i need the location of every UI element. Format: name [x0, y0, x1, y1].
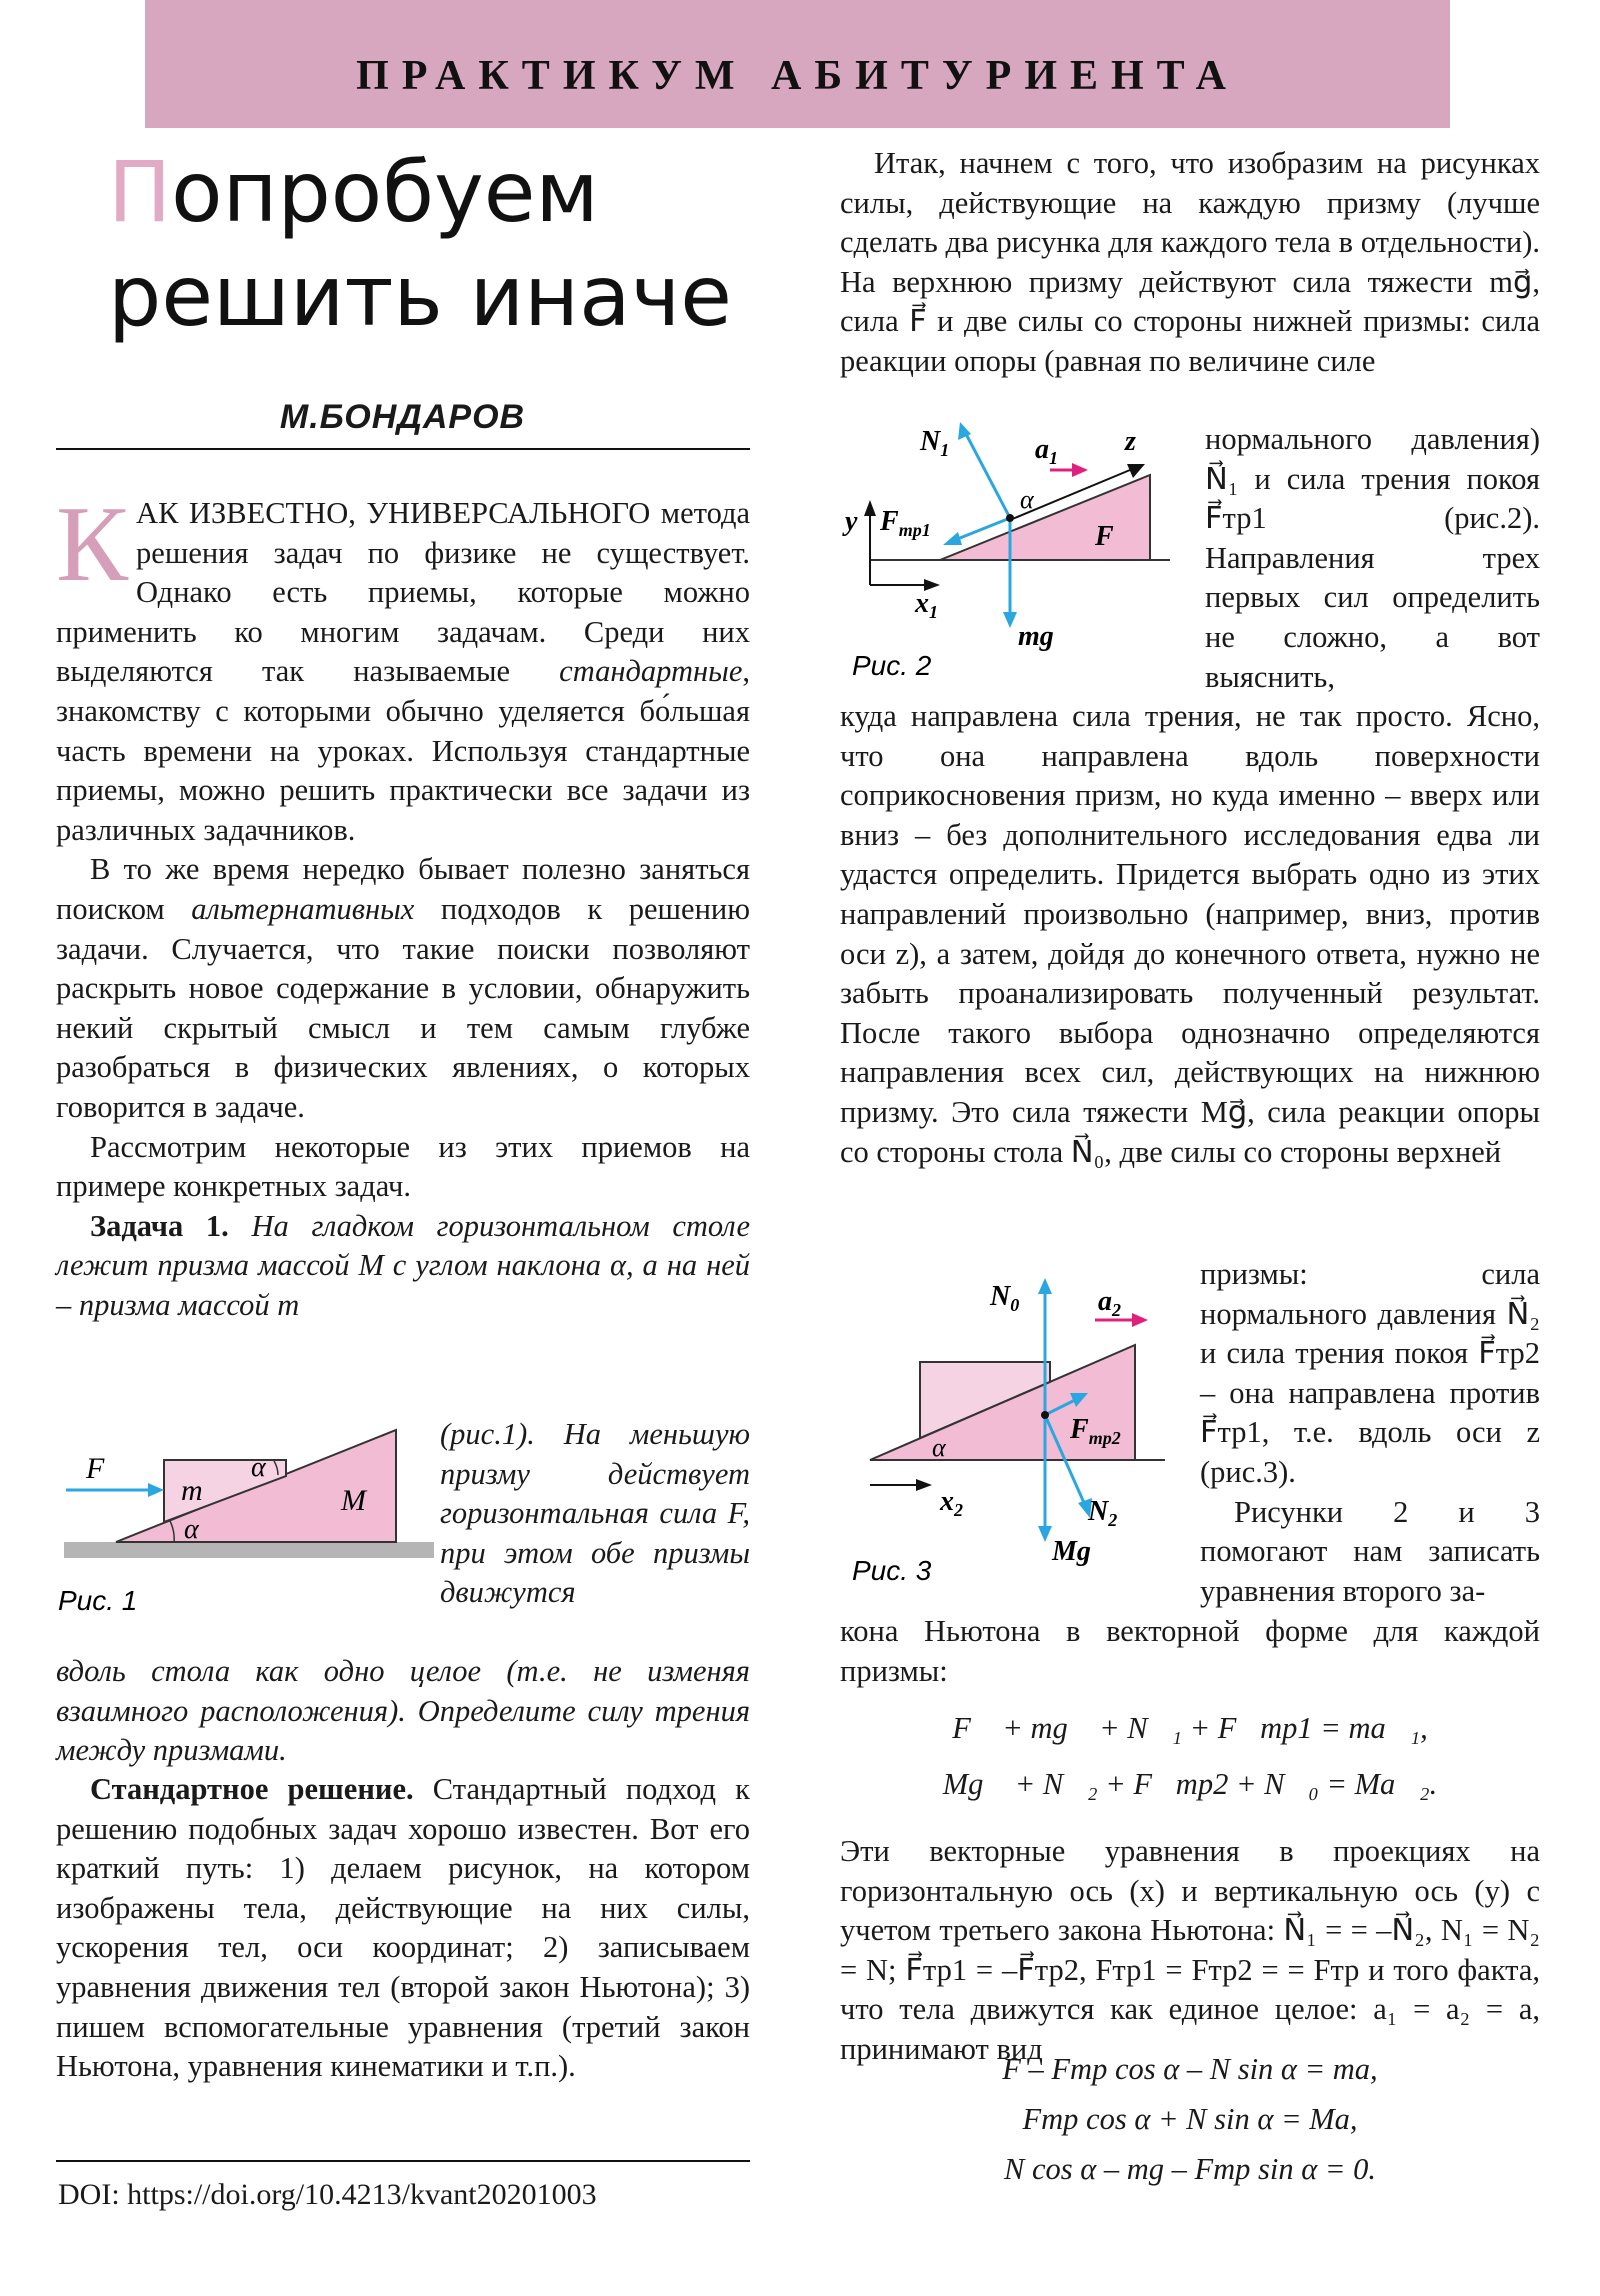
projection-equations — [840, 2044, 1540, 2194]
article-title — [108, 140, 748, 348]
vector-equations — [840, 1700, 1540, 1812]
label-Ftr2: $F_{тр2}$ — [1070, 1414, 1121, 1448]
label-Ftr1: $F_{тр1}$ — [880, 506, 931, 540]
equation-2: Mg⃗ + N⃗₂ + F⃗тр2 + N⃗₀ = Ma⃗₂. — [942, 1767, 1438, 1801]
right-paragraph-1: Итак, начнем с того, что изобразим на рисунках силы, действующие на каждую призму (лучше сделать два рисунка для каждого тела в отдельности). На верхнюю призму действуют сила тяжести mg⃗, сила F⃗ и две силы со стороны нижней призмы: сила реакции опоры (равная по величине силе — [840, 146, 1540, 378]
figure-3 — [840, 1270, 1190, 1590]
right-paragraph-4: кона Ньютона в векторной форме для каждой призмы: — [840, 1614, 1540, 1688]
figure-3-caption: Рис. 3 — [852, 1555, 932, 1586]
figure-2 — [840, 420, 1200, 680]
N1-arrow — [965, 432, 1010, 518]
label-y: y — [845, 506, 858, 537]
upper-prism — [940, 475, 1150, 560]
equation-1: F⃗ + mg⃗ + N⃗₁ + F⃗тр1 = ma⃗₁, — [952, 1711, 1428, 1745]
author-rule — [56, 448, 750, 450]
equation-5: N cos α – mg – Fтр sin α = 0. — [1003, 2152, 1376, 2186]
label-mg: mg — [1018, 621, 1054, 652]
label-alpha: α — [932, 1433, 946, 1462]
figure-2-caption: Рис. 2 — [852, 650, 932, 680]
author: М.БОНДАРОВ — [279, 398, 526, 436]
left-column — [56, 485, 751, 1325]
drop-cap: К — [56, 485, 129, 604]
label-a1: $a_1$ — [1035, 434, 1058, 468]
right-paragraph-5: Эти векторные уравнения в проекциях на горизонтальную ось (x) и вертикальную ось (y) с учетом третьего закона Ньютона: N⃗₁ = = –N⃗₂, N₁ = N₂ = N; F⃗тр1 = –F⃗тр2, Fтр1 = Fтр2 = = Fтр и того факта, что тела движутся как единое целое: a₁ = a₂ = a, принимают вид — [840, 1834, 1540, 2066]
section-title: ПРАКТИКУМ АБИТУРИЕНТА — [356, 53, 1239, 99]
figure-1 — [56, 1420, 436, 1620]
doi-link[interactable]: DOI: https://doi.org/10.4213/kvant20201003 — [58, 2178, 597, 2211]
equation-4: Fтр cos α + N sin α = Ma, — [1022, 2102, 1358, 2136]
standard-solution: Стандартное решение. Стандартный подход к решению подобных задач хорошо известен. Вот его краткий путь: 1) делаем рисунок, на котором изображены тела, действующие на них силы, ускорения тел, оси координат; 2) записываем уравнения движения тел (второй закон Ньютона); 3) пишем вспомогательные уравнения (третий закон Ньютона, уравнения кинематики и т.п.). — [56, 1772, 750, 2084]
figure-1-caption: Рис. 1 — [58, 1585, 138, 1616]
label-N2: $N_2$ — [1088, 1496, 1118, 1530]
label-a2: $a_2$ — [1098, 1286, 1121, 1320]
right-paragraph-2: куда направлена сила трения, не так просто. Ясно, что она направлена вдоль поверхности соприкосновения призм, но куда именно – вверх или вниз – без дополнительного исследования едва ли удастся определить. Придется выбрать одно из этих направлений произвольно (например, вниз, против оси z), а затем, дойдя до конечного ответа, нужно не забыть проанализировать полученный результат. После такого выбора однозначно определяются направления всех сил, действующих на нижнюю призму. Это сила тяжести Mg⃗, сила реакции опоры со стороны стола N⃗₀, две силы со стороны верхней — [840, 699, 1540, 1169]
task-1-statement: Задача 1. На гладком горизонтальном столе лежит призма массой M с углом наклона α, а на ней – призма массой m — [56, 1208, 750, 1322]
title-initial: П — [108, 143, 172, 241]
title-line-2: решить иначе — [108, 247, 732, 345]
label-N0: $N_0$ — [990, 1281, 1020, 1315]
label-x1: $x_1$ — [915, 588, 938, 622]
label-alpha: α — [1020, 485, 1034, 514]
section-header — [145, 0, 1450, 128]
task-1-continued: вдоль стола как одно целое (т.е. не изменяя взаимного расположения). Определите силу трения между призмами. — [56, 1654, 750, 1768]
label-M: M — [341, 1484, 366, 1517]
label-N1: $N_1$ — [920, 426, 950, 460]
table-surface — [64, 1542, 434, 1558]
equation-3: F – Fтр cos α – N sin α = ma, — [1002, 2052, 1378, 2086]
right-side-text-fig2: нормального давления) N⃗₁ и сила трения покоя F⃗тр1 (рис.2). Направления трех первых сил определить не сложно, а вот выяснить, — [1205, 422, 1540, 694]
label-F: F — [1095, 521, 1114, 552]
title-line-1: опробуем — [171, 143, 599, 241]
paragraph-3: Рассмотрим некоторые из этих приемов на примере конкретных задач. — [56, 1129, 750, 1204]
label-alpha-bottom: α — [184, 1514, 199, 1545]
paragraph-2: В то же время нередко бывает полезно заняться поиском альтернативных подходов к решению задачи. Случается, что такие поиски позволяют раскрыть новое содержание в условии, обнаружить некий скрытый смысл и тем самым глубже разобраться в физических явлениях, о которых говорится в задаче. — [56, 852, 751, 1124]
intro-paragraph: КАК ИЗВЕСТНО, УНИВЕРСАЛЬНОГО метода решения задач по физике не существует. Однако есть приемы, которые можно применить ко многим задачам. Среди них выделяются так называемые стандартные, знакомству с которыми обычно уделяется бо́льшая часть времени на уроках. Используя стандартные приемы, можно решить практически все задачи из различных задачников. — [56, 485, 750, 847]
footer-rule — [56, 2160, 750, 2162]
task-1-side-text: (рис.1). На меньшую призму действует горизонтальная сила F, при этом обе призмы движутся — [440, 1417, 750, 1610]
label-x2: $x_2$ — [940, 1486, 963, 1520]
label-z: z — [1125, 426, 1136, 457]
right-side-text-fig3: призмы: сила нормального давления N⃗₂ и сила трения покоя F⃗тр2 – она направлена против F⃗тр1, т.е. вдоль оси z (рис.3). Рисунки 2 и 3 помогают нам записать уравнения второго за- — [1200, 1257, 1540, 1608]
label-alpha-top: α — [251, 1452, 266, 1483]
label-F: F — [86, 1452, 105, 1485]
right-column-top — [840, 144, 1540, 382]
label-m: m — [181, 1474, 203, 1507]
label-Mg: Mg — [1052, 1536, 1091, 1567]
